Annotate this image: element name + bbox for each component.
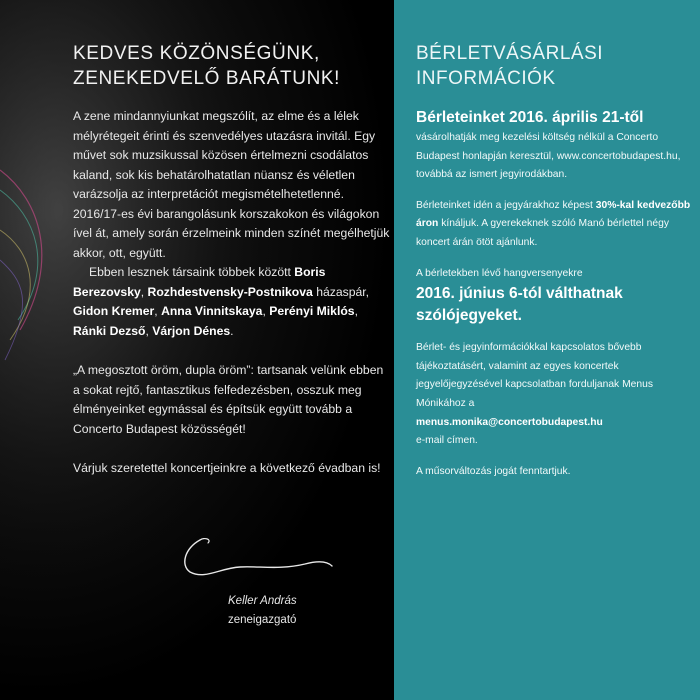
greeting-heading-line: KEDVES KÖZÖNSÉGÜNK, [73,43,320,64]
text: Bérleteinket idén a jegyárakhoz képest [416,199,596,211]
performer-name: Boris Berezovsky [73,265,326,299]
purchase-info-paragraph: vásárolhatják meg kezelési költség nélkül a Concerto Budapest honlapján keresztül, www.concertobudapest.hu, továbbá az ismert jegyirodákban. [416,132,681,181]
single-tickets-intro: A bérletekben lévő hangversenyekre [416,267,583,279]
contact-email[interactable] [416,414,698,433]
greeting-body [73,107,391,479]
performer-name: Gidon Kremer [73,304,155,318]
text: , [145,323,153,338]
closing-paragraph: Várjuk szeretettel koncertjeinkre a következő évadban is! [73,461,381,475]
signatory-role: zeneigazgató [228,614,297,626]
contact-paragraph-end: e-mail címen. [416,435,478,447]
performer-name: Ránki Dezső [73,323,146,338]
signatory [228,592,328,630]
performer-name: Várjon Dénes [152,323,231,338]
performers-paragraph [73,263,391,341]
ticket-info-body [416,107,698,481]
handwritten-signature [160,520,340,590]
contact-paragraph: Bérlet- és jegyinformációkkal kapcsolatos bővebb tájékoztatásért, valamint az egyes koncertek jegyelőjegyzésével kapcsolatban forduljanak Menus Mónikához a [416,342,653,409]
text: , [140,284,148,299]
text: , [354,304,358,318]
text: , [154,304,162,318]
performer-name: Perényi Miklós [269,304,355,318]
text: , [262,304,270,318]
greeting-paragraph: A zene mindannyiunkat megszólít, az elme és a lélek mélyrétegeit érinti és szenvedélyes utazásra invitál. Egy művet sok muzsikussal közösen értelmezni csodálatos kaland, sok kis behatárolhatatlan nüansz és véletlen varázsolja az interpretációt megismételhetetlenné. 2016/17-es évi barangolásunk korszakokon és világokon ível át, amely során érzelmeink minden színét megélhetjük akkor, ott, együtt. [73,109,390,260]
text: Ebben lesznek társaink többek között [89,265,295,279]
discount-paragraph [416,197,698,253]
text: kínáljuk. A gyerekeknek szóló Manó bérlettel négy koncert árán ötöt ajánlunk. [416,218,669,248]
text: . [230,323,234,338]
discount-highlight: 30%-kal kedvezőbb áron [416,199,691,230]
text: házaspár, [312,284,370,299]
quote-paragraph: „A megosztott öröm, dupla öröm”: tartsanak velünk ebben a sokat rejtő, fantasztikus felfedezésben, osszuk meg élményeinket egymással és építsük együtt tovább a Concerto Budapest közösségét! [73,363,384,436]
performer-name: Anna Vinnitskaya [161,304,263,318]
single-tickets-headline: 2016. június 6-tól válthatnak szólójegyeket. [416,285,623,325]
ticket-info-heading-line: BÉRLETVÁSÁRLÁSI [416,43,604,64]
greeting-heading-line: ZENEKEDVELŐ BARÁTUNK! [73,68,341,89]
ticket-info-heading [416,41,696,91]
ticket-info-heading-line: INFORMÁCIÓK [416,68,556,89]
sale-start-headline: Bérleteinket 2016. április 21-től [416,109,644,126]
program-change-notice: A műsorváltozás jogát fenntartjuk. [416,465,571,477]
email-link[interactable]: menus.monika@concertobudapest.hu [416,416,603,428]
signatory-name: Keller András [228,595,297,607]
greeting-heading [73,41,393,91]
performer-name: Rozhdestvensky-Postnikova [147,284,313,299]
